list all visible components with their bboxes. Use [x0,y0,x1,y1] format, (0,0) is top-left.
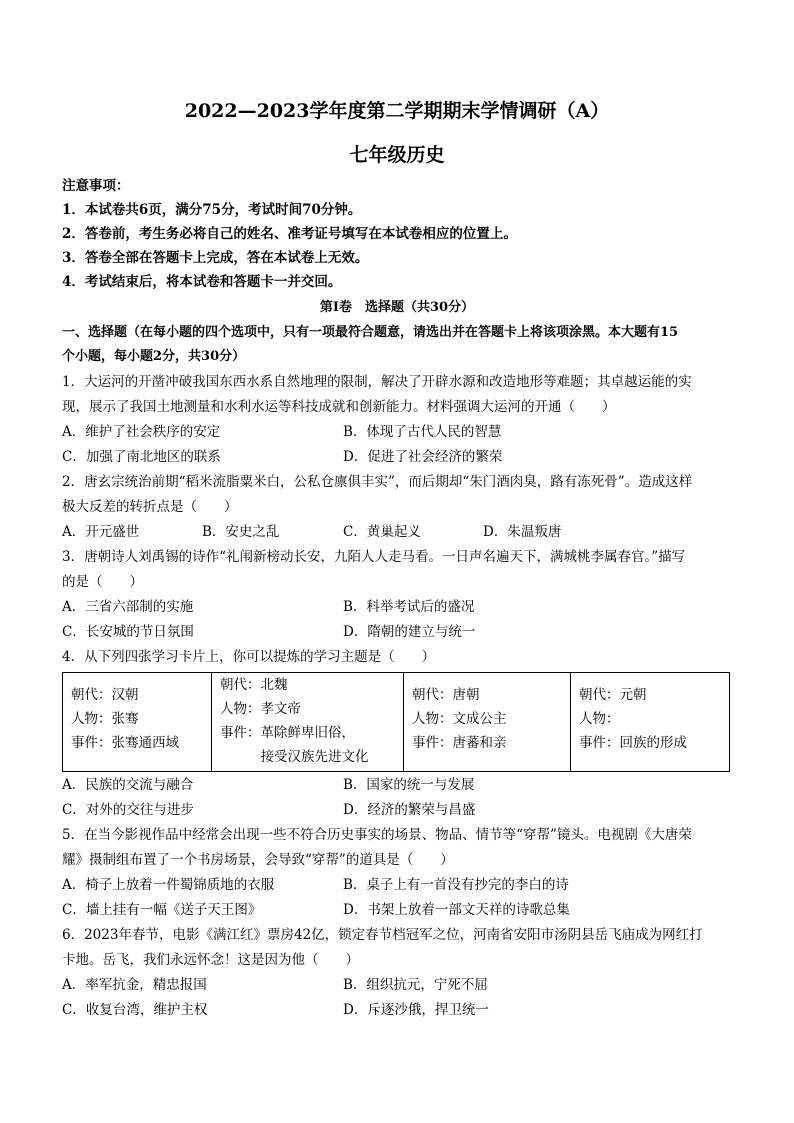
card-event-continued: 接受汉族先进文化 [220,749,369,765]
option-a: A．率军抗金，精忠报国 [62,977,207,993]
option-b: B．科举考试后的盛况 [343,599,475,615]
study-cards-table [62,672,730,772]
option-d: D．朱温叛唐 [483,524,562,540]
option-a: A．开元盛世 [62,524,140,540]
option-a: A．维护了社会秩序的安定 [62,424,221,440]
option-a: A．民族的交流与融合 [62,777,194,793]
card-person: 人物：张骞 [71,711,139,727]
card-dynasty: 朝代：唐朝 [412,687,480,703]
section-title: 第Ⅰ卷 选择题（共30分） [319,300,475,315]
exam-title: 2022—2023学年度第二学期期末学情调研（A） [184,100,610,122]
section-instruction: 一、选择题（在每小题的四个选项中，只有一项最符合题意，请选出并在答题卡上将该项涂黑。本大题有15 [62,325,679,340]
option-d: D．斥逐沙俄，捍卫统一 [343,1002,489,1018]
question-stem: 现，展示了我国土地测量和水利水运等科技成就和创新能力。材料强调大运河的开通（ ） [62,399,616,415]
notice-item: 3．答卷全部在答题卡上完成，答在本试卷上无效。 [62,250,369,266]
notice-item: 2．答卷前，考生务必将自己的姓名、准考证号填写在本试卷相应的位置上。 [62,226,517,242]
card-event: 事件：回族的形成 [579,735,687,751]
question-stem: 卡地。岳飞，我们永远怀念！这是因为他（ ） [62,952,359,968]
option-c: C．墙上挂有一幅《送子天王图》 [62,902,262,918]
question-stem: 6．2023年春节，电影《满江红》票房42亿，锁定春节档冠军之位，河南省安阳市汤阴县岳飞庙成为网红打 [62,927,703,943]
study-card [404,673,571,772]
question-stem: 极大反差的转折点是（ ） [62,499,238,515]
notice-heading: 注意事项： [62,178,130,194]
question-stem: 耀》摄制组布置了一个书房场景，会导致“穿帮”的道具是（ ） [62,852,454,868]
option-b: B．安史之乱 [202,524,280,540]
option-a: A．三省六部制的实施 [62,599,194,615]
option-c: C．加强了南北地区的联系 [62,449,221,465]
card-event: 事件：唐蕃和亲 [412,735,507,751]
notice-item: 1．本试卷共6页，满分75分，考试时间70分钟。 [62,202,362,218]
section-instruction: 个小题，每小题2分，共30分） [62,349,246,364]
card-person: 人物：文成公主 [412,711,507,727]
study-card [63,673,212,772]
option-b: B．国家的统一与发展 [343,777,475,793]
study-card [571,673,730,772]
option-d: D．书架上放着一部文天祥的诗歌总集 [343,902,570,918]
card-event: 事件：张骞通西域 [71,735,179,751]
notice-item: 4．考试结束后，将本试卷和答题卡一并交回。 [62,274,342,290]
option-b: B．桌子上有一首没有抄完的李白的诗 [343,877,569,893]
option-c: C．对外的交往与进步 [62,802,194,818]
option-b: B．组织抗元，宁死不屈 [343,977,488,993]
option-d: D．隋朝的建立与统一 [343,624,476,640]
option-c: C．长安城的节日氛围 [62,624,194,640]
option-a: A．椅子上放着一件蜀锦质地的衣服 [62,877,275,893]
card-dynasty: 朝代：北魏 [220,677,288,693]
card-event: 事件：革除鲜卑旧俗， [220,725,355,741]
question-stem: 4．从下列四张学习卡片上，你可以提炼的学习主题是（ ） [62,649,436,665]
question-stem: 5．在当今影视作品中经常会出现一些不符合历史事实的场景、物品、情节等“穿帮”镜头。电视剧《大唐荣 [62,827,692,843]
card-person: 人物：孝文帝 [220,701,301,717]
option-c: C．收复台湾，维护主权 [62,1002,208,1018]
option-b: B．体现了古代人民的智慧 [343,424,502,440]
question-stem: 3．唐朝诗人刘禹锡的诗作“礼闱新榜动长安，九陌人人走马看。一日声名遍天下，满城桃李属春官。”描写 [62,549,686,565]
exam-subject: 七年级历史 [349,144,445,166]
question-stem: 的是（ ） [62,574,143,590]
option-c: C．黄巢起义 [343,524,421,540]
question-stem: 1．大运河的开凿冲破我国东西水系自然地理的限制，解决了开辟水源和改造地形等难题；其卓越运能的实 [62,374,692,390]
question-stem: 2．唐玄宗统治前期“稻米流脂粟米白，公私仓廪俱丰实”，而后期却“朱门酒肉臭，路有冻死骨”。造成这样 [62,474,693,490]
card-dynasty: 朝代：汉朝 [71,687,139,703]
card-dynasty: 朝代：元朝 [579,687,647,703]
option-d: D．促进了社会经济的繁荣 [343,449,503,465]
study-card [212,673,404,772]
option-d: D．经济的繁荣与昌盛 [343,802,476,818]
card-person: 人物： [579,711,620,727]
